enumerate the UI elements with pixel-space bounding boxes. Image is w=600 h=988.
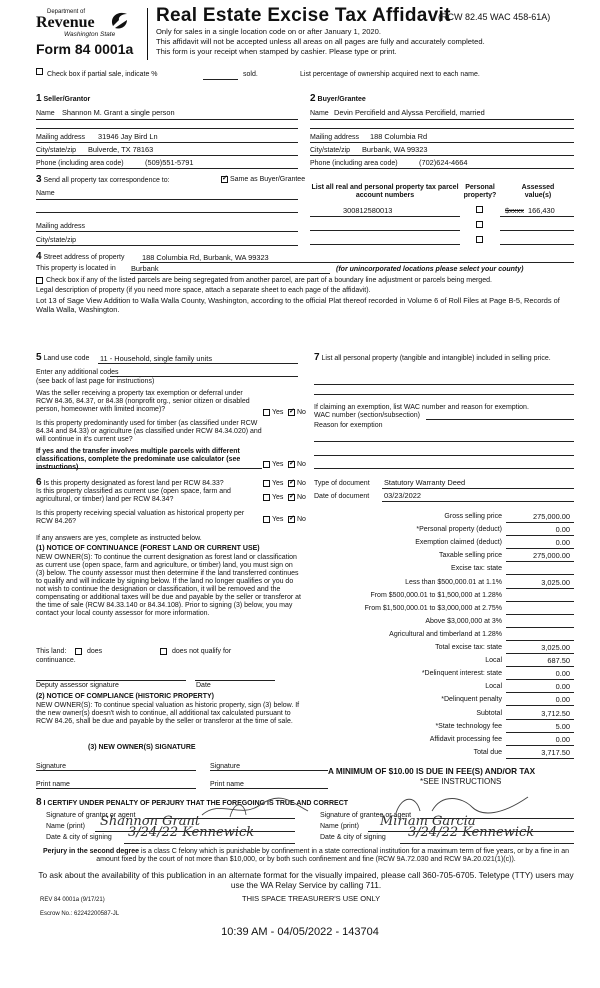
tax-row-label: *State technology fee <box>435 722 502 730</box>
ownership-note: List percentage of ownership acquired next to each name. <box>300 71 480 78</box>
assessed-struck: $xxxx <box>505 206 524 215</box>
forest-yes-label: Yes <box>272 480 284 487</box>
escrow-number: Escrow No.: 62242200587-JL <box>40 911 120 917</box>
q2-no-checkbox[interactable] <box>288 461 295 468</box>
deputy-sig-label: Deputy assessor signature <box>36 682 119 689</box>
tax-row-label: Local <box>485 657 502 665</box>
section-6-q1: 6 Is this property designated as forest land per RCW 84.33? <box>36 477 224 488</box>
buyer-name[interactable]: Devin Percifield and Alyssa Percifield, married <box>334 108 485 117</box>
tax-row-label: Excise tax: state <box>451 565 502 573</box>
legal-description[interactable]: Lot 13 of Sage View Addition to Walla Walla County, Washington, according to the official Plat thereof recorded in Volume 6 of Roll Files at Page B-5, Records of Walla Walla, Washington. <box>36 296 560 314</box>
tax-row-underline <box>506 561 574 562</box>
corr-name-label: Name <box>36 190 55 197</box>
partial-sale-sold: sold. <box>243 71 258 78</box>
parcel-number[interactable]: 300812580013 <box>343 206 393 215</box>
tax-row-underline <box>506 719 574 720</box>
unincorporated-note: (for unincorporated locations please select your county) <box>336 266 524 273</box>
section-8-heading: 8 I CERTIFY UNDER PENALTY OF PERJURY THAT THE FOREGOING IS TRUE AND CORRECT <box>36 797 349 808</box>
tax-row-label: Gross selling price <box>444 513 502 520</box>
grantee-name-label: Name (print) <box>320 823 359 830</box>
same-as-buyer-label: Same as Buyer/Grantee <box>230 176 306 183</box>
dor-logo-icon <box>109 12 129 30</box>
assessed-col-header: Assessed value(s) <box>521 184 555 200</box>
tax-row-value[interactable]: 0.00 <box>555 525 570 535</box>
section-4-street-label: 4 Street address of property <box>36 251 125 262</box>
section-3-heading: 3 Send all property tax correspondence to: <box>36 174 170 185</box>
property-street[interactable]: 188 Columbia Rd, Burbank, WA 99323 <box>142 253 269 262</box>
does-not-label: does not qualify for <box>172 648 232 655</box>
tax-row-underline <box>506 732 574 733</box>
q1-yes-checkbox[interactable] <box>263 409 270 416</box>
partial-sale-checkbox[interactable] <box>36 68 43 75</box>
tax-row-label: *Delinquent penalty <box>441 696 502 704</box>
tax-row-value[interactable]: 3,712.50 <box>541 708 570 718</box>
buyer-mail[interactable]: 188 Columbia Rd <box>370 132 428 141</box>
doc-type[interactable]: Statutory Warranty Deed <box>384 478 466 487</box>
tax-row-label: Taxable selling price <box>438 552 502 560</box>
tax-row-value[interactable]: 687.50 <box>547 656 570 666</box>
section-1-heading: 1 Seller/Grantor <box>36 93 91 104</box>
forest-no-label: No <box>297 480 306 487</box>
notice-1-body: NEW OWNER(S): To continue the current designation as forest land or classification as current use (open space, farm and agriculture, or timber) land, you must sign on (3) below. The county assessor must then determine if the land transferred continues to qualify and will indicate by signing below. If the land no longer qualifies or you do not wish to continue the designation or classification, it will be removed and the compensating or additional taxes will be due and payable by the seller or transferor at the time of sale (RCW 84.33.140 or 84.34.108). Prior to signing (3) below, you may contact your local county assessor for more information. <box>36 554 301 618</box>
addl-codes-label: Enter any additional codes <box>36 369 119 376</box>
partial-sale-label: Check box if partial sale, indicate % <box>47 71 158 78</box>
header-divider <box>147 8 148 60</box>
tax-row-label: Total due <box>473 748 502 756</box>
grantee-date-label: Date & city of signing <box>320 834 386 841</box>
title-citation: (RCW 82.45 WAC 458-61A) <box>438 12 551 22</box>
seller-mail[interactable]: 31946 Jay Bird Ln <box>98 132 158 141</box>
if-any-yes: If any answers are yes, complete as instructed below. <box>36 535 202 542</box>
owner-sig-label: Signature <box>36 763 66 770</box>
tax-row-underline <box>506 679 574 680</box>
owner-sig-label-2: Signature <box>210 763 240 770</box>
tax-row-underline <box>506 588 574 589</box>
header-note-2: This affidavit will not be accepted unless all areas on all pages are fully and accurately completed. <box>156 37 485 46</box>
tax-row-label: From $500,000.01 to $1,500,000 at 1.28% <box>370 591 502 599</box>
see-instructions: *SEE INSTRUCTIONS <box>420 777 502 786</box>
grantor-date-label: Date & city of signing <box>46 834 112 841</box>
does-checkbox[interactable] <box>75 648 82 655</box>
q2-yes-label: Yes <box>272 461 284 468</box>
tax-row-value[interactable]: 0.00 <box>555 695 570 705</box>
tax-row-underline <box>506 522 574 523</box>
alt-format-notice: To ask about the availability of this publication in an alternate format for the visually impaired, please call 360-705-6705. Teletype (TTY) users may use the WA Relay Service by calling 711. <box>38 870 574 890</box>
tax-row-underline <box>506 692 574 693</box>
tax-row-underline <box>506 601 574 602</box>
tax-row-underline <box>506 535 574 536</box>
grantee-date-city[interactable]: 3/24/22 Kennewick <box>408 825 535 840</box>
state-line: Washington State <box>64 31 116 38</box>
historic-no-label: No <box>297 516 306 523</box>
historic-yes-checkbox[interactable] <box>263 516 270 523</box>
tax-row-label: Less than $500,000.01 at 1.1% <box>405 578 502 586</box>
notice-2-title: (2) NOTICE OF COMPLIANCE (HISTORIC PROPERTY) <box>36 693 214 700</box>
doc-type-label: Type of document <box>314 480 370 487</box>
seller-name[interactable]: Shannon M. Grant a single person <box>62 108 175 117</box>
tax-row-underline <box>506 627 574 628</box>
deputy-date-label: Date <box>196 682 211 689</box>
section-5-heading: 5 Land use code <box>36 352 90 363</box>
q2-no-label: No <box>297 461 306 468</box>
agency-name: Revenue <box>36 14 95 31</box>
grantee-signature-mark <box>392 793 532 820</box>
located-in[interactable]: Burbank <box>131 264 159 273</box>
exemption-question: Was the seller receiving a property tax exemption or deferral under RCW 84.36, 84.37, or 84.38 (nonprofit org., senior citizen or disabled person, homeowner with limited income)? <box>36 390 250 414</box>
tax-row-label: Agricultural and timberland at 1.28% <box>389 630 502 638</box>
assessed-value[interactable]: 166,430 <box>528 206 555 215</box>
doc-date-label: Date of document <box>314 493 370 500</box>
header-note-3: This form is your receipt when stamped by cashier. Please type or print. <box>156 47 397 56</box>
seller-city[interactable]: Bulverde, TX 78163 <box>88 145 154 154</box>
doc-date[interactable]: 03/23/2022 <box>384 491 421 500</box>
q1-no-checkbox[interactable] <box>288 409 295 416</box>
personal-property-checkbox-1[interactable] <box>476 206 483 213</box>
owner-print-label-2: Print name <box>210 781 244 788</box>
tax-row-underline <box>506 745 574 746</box>
corr-city-label: City/state/zip <box>36 237 77 244</box>
notice-3-title: (3) NEW OWNER(S) SIGNATURE <box>88 744 196 751</box>
tax-row-value[interactable]: 0.00 <box>555 682 570 692</box>
grantor-signature-mark <box>200 797 310 824</box>
tax-row-label: Total excise tax: state <box>435 644 502 651</box>
tax-row-value[interactable]: 5.00 <box>555 721 570 731</box>
does-label: does <box>87 648 103 655</box>
segregate-label: Check box if any of the listed parcels are being segregated from another parcel, are part of a boundary line adjustment or parcels being merged. <box>46 277 492 284</box>
buyer-phone[interactable]: (702)624-4664 <box>419 158 468 167</box>
continuance-label: continuance. <box>36 657 76 664</box>
tax-row-label: From $1,500,000.01 to $3,000,000 at 2.75% <box>364 604 502 612</box>
seller-phone[interactable]: (509)551-5791 <box>145 158 194 167</box>
seller-phone-label: Phone (including area code) <box>36 160 124 167</box>
header-note-1: Only for sales in a single location code on or after January 1, 2020. <box>156 27 381 36</box>
grantee-name[interactable]: Miriam Garcia <box>380 814 476 829</box>
grantor-date-city[interactable]: 3/24/22 Kennewick <box>128 825 255 840</box>
tax-row-value[interactable]: 3,025.00 <box>541 577 570 587</box>
buyer-phone-label: Phone (including area code) <box>310 160 398 167</box>
grantor-sig-label: Signature of grantor or agent <box>46 812 136 819</box>
tax-row-value[interactable]: 0.00 <box>555 734 570 744</box>
tax-row-underline <box>506 758 574 759</box>
tax-row-value[interactable]: 0.00 <box>555 669 570 679</box>
current-use-yes-label: Yes <box>272 494 284 501</box>
grantor-name-label: Name (print) <box>46 823 85 830</box>
seller-mail-label: Mailing address <box>36 134 86 141</box>
tax-row-label: Subtotal <box>476 709 502 717</box>
personal-col-header: Personal property? <box>463 184 497 200</box>
forest-no-checkbox[interactable] <box>288 480 295 487</box>
current-use-yes-checkbox[interactable] <box>263 494 270 501</box>
form-number: Form 84 0001a <box>36 41 134 57</box>
parcel-col-header: List all real and personal property tax parcel account numbers <box>311 184 459 200</box>
grantee-sig-label: Signature of grantee or agent <box>320 812 412 819</box>
historic-no-checkbox[interactable] <box>288 516 295 523</box>
buyer-name-label: Name <box>310 110 329 117</box>
tax-row-underline <box>506 574 574 575</box>
tax-row-label: Exemption claimed (deduct) <box>415 539 502 547</box>
treasurer-use: THIS SPACE TREASURER'S USE ONLY <box>242 894 381 903</box>
form-revision: REV 84 0001a (9/17/21) <box>40 897 105 903</box>
tax-row-underline <box>506 548 574 549</box>
tax-row-value[interactable]: 275,000.00 <box>533 512 570 521</box>
segregate-checkbox[interactable] <box>36 277 43 284</box>
buyer-mail-label: Mailing address <box>310 134 360 141</box>
tax-row-label: *Personal property (deduct) <box>416 526 502 534</box>
reason-label: Reason for exemption <box>314 422 383 429</box>
notice-2-body: NEW OWNER(S): To continue special valuation as historic property, sign (3) below. If the new owner(s) doesn't wish to continue, all additional tax calculated pursuant to RCW 84.26, shall be due and payable by the seller or transferor at the time of sale. <box>36 702 300 726</box>
same-as-buyer-checkbox[interactable] <box>221 176 228 183</box>
personal-property-checkbox-2[interactable] <box>476 221 483 228</box>
legal-desc-label: Legal description of property (if you need more space, attach a separate sheet to each page of the affidavit). <box>36 287 371 294</box>
tax-row-underline <box>506 614 574 615</box>
tax-row-underline <box>506 705 574 706</box>
tax-row-label: Above $3,000,000 at 3% <box>425 617 502 625</box>
grantor-name[interactable]: Shannon Grant <box>100 814 201 829</box>
section-7-heading: 7 List all personal property (tangible and intangible) included in selling price. <box>314 352 551 363</box>
exemption-claim-label: If claiming an exemption, list WAC number and reason for exemption. <box>314 404 529 411</box>
tax-row-label: Local <box>485 683 502 691</box>
land-use-code[interactable]: 11 - Household, single family units <box>100 354 213 363</box>
seller-name-label: Name <box>36 110 55 117</box>
this-land-label: This land: <box>36 648 67 655</box>
recording-stamp: 10:39 AM - 04/05/2022 - 143704 <box>221 926 379 938</box>
section-6-q2: Is this property classified as current use (open space, farm and agricultural, or timber) land per RCW 84.34? <box>36 488 231 504</box>
personal-property-checkbox-3[interactable] <box>476 236 483 243</box>
q1-yes-label: Yes <box>272 409 284 416</box>
tax-row-underline <box>506 666 574 667</box>
tax-row-label: *Delinquent interest: state <box>421 670 502 678</box>
tax-row-value[interactable]: 3,025.00 <box>541 643 570 652</box>
buyer-city-label: City/state/zip <box>310 147 351 154</box>
tax-row-label: Affidavit processing fee <box>429 735 502 743</box>
addl-codes-note: (see back of last page for instructions) <box>36 378 155 385</box>
timber-question: Is this property predominantly used for timber (as classified under RCW 84.34 and 84.33) or agriculture (as classified under RCW 84.34.020) and will continue in it's current use? <box>36 420 262 444</box>
notice-1-title: (1) NOTICE OF CONTINUANCE (FOREST LAND OR CURRENT USE) <box>36 545 260 552</box>
dept-line: Department of <box>47 9 86 15</box>
current-use-no-label: No <box>297 494 306 501</box>
owner-print-label: Print name <box>36 781 70 788</box>
buyer-city[interactable]: Burbank, WA 99323 <box>362 145 428 154</box>
seller-city-label: City/state/zip <box>36 147 77 154</box>
current-use-no-checkbox[interactable] <box>288 494 295 501</box>
page-title: Real Estate Excise Tax Affidavit <box>156 5 451 26</box>
located-label: This property is located in <box>36 265 116 272</box>
does-not-checkbox[interactable] <box>160 648 167 655</box>
wac-label: WAC number (section/subsection) <box>314 412 420 419</box>
minimum-notice: A MINIMUM OF $10.00 IS DUE IN FEE(S) AND/OR TAX <box>328 767 536 776</box>
section-6-q3: Is this property receiving special valuation as historical property per RCW 84.26? <box>36 510 245 526</box>
corr-mail-label: Mailing address <box>36 223 86 230</box>
tax-row-value[interactable]: 0.00 <box>555 538 570 548</box>
q1-no-label: No <box>297 409 306 416</box>
historic-yes-label: Yes <box>272 516 284 523</box>
tax-row-value[interactable]: 3,717.50 <box>541 747 570 757</box>
tax-row-underline <box>506 653 574 654</box>
tax-row-value[interactable]: 275,000.00 <box>533 551 570 561</box>
tax-row-underline <box>506 640 574 641</box>
forest-yes-checkbox[interactable] <box>263 480 270 487</box>
q2-yes-checkbox[interactable] <box>263 461 270 468</box>
section-2-heading: 2 Buyer/Grantee <box>310 93 366 104</box>
perjury-notice: Perjury in the second degree is a class C felony which is punishable by confinement in a state correctional institution for a maximum term of five years, or by a fine in an amount fixed by the court of not more than $10,000, or by both such confinement and fine (RCW 9A.72.030 and RCW 9A.20.021(1)(c)). <box>42 848 569 864</box>
predominate-note: If yes and the transfer involves multiple parcels with different classifications, complete the predominate use calculator (see instructions) <box>36 448 241 472</box>
